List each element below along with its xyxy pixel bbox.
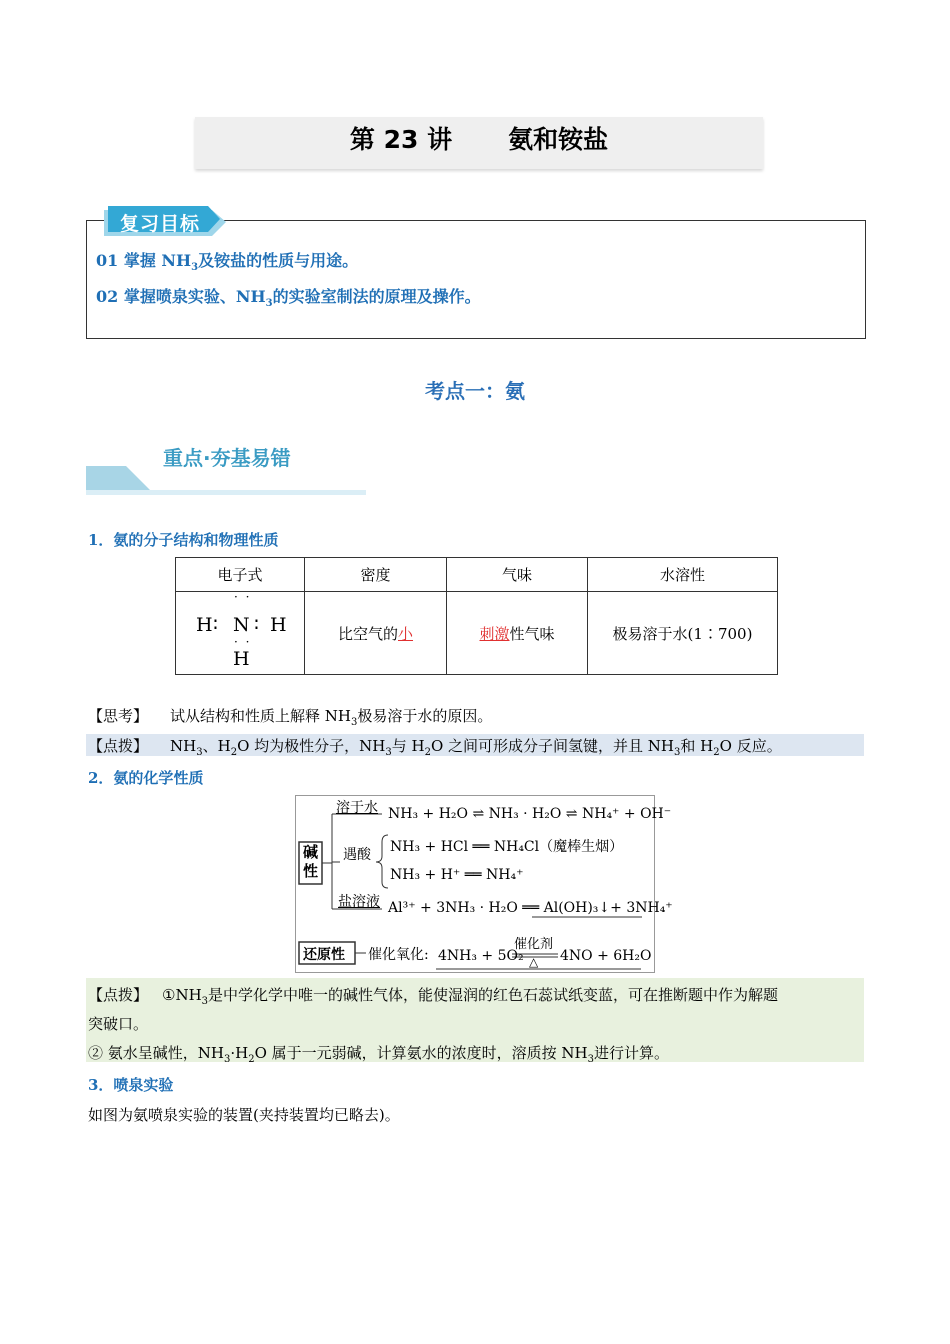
table-header: 气味 <box>447 558 588 592</box>
tip-2-line-3: ② 氨水呈碱性，$NH_3\cdot H_2O$ 属于一元弱碱，计算氨水的浓度时，溶质按 $NH_3$进行计算。 <box>88 1044 670 1065</box>
equation-aluminum: Al³⁺ + 3NH₃ · H₂O ══ Al(OH)₃↓+ 3NH₄⁺ <box>388 900 673 916</box>
solubility-cell: 极易溶于水(1∶700) <box>588 592 778 675</box>
table-header: 水溶性 <box>588 558 778 592</box>
equation-ammonia-acid: NH₃ + H⁺ ══ NH₄⁺ <box>390 867 524 883</box>
think-paragraph: 【思考】 试从结构和性质上解释 $NH_3$极易溶于水的原因。 <box>88 707 493 728</box>
goal-line-2: 02 掌握喷泉实验、$NH_3$的实验室制法的原理及操作。 <box>96 287 481 310</box>
section-1-title: 1．氨的分子结构和物理性质 <box>88 531 279 549</box>
table-header: 密度 <box>305 558 447 592</box>
electron-formula-cell: · · H ∶ N ∶ H · · H <box>176 592 305 675</box>
tip-2-line-1: 【点拨】 $①NH_3$是中学化学中唯一的碱性气体，能使湿润的红色石蕊试纸变蓝，可在推断题中作为解题 <box>88 986 779 1007</box>
chemical-properties-diagram <box>295 795 673 973</box>
tip-1-paragraph: 【点拨】 $NH_3$、$H_2O$ 均为极性分子，$NH_3$与 $H_2O$ 之间可形成分子间氢键，并且 $NH_3$和 $H_2O$ 反应。 <box>88 737 782 758</box>
catalyst-label: 催化剂 <box>514 937 554 952</box>
catalytic-oxidation-label: 催化氧化: <box>368 947 429 963</box>
equation-oxidation-left: 4NH₃ + 5O₂ <box>438 948 524 964</box>
branch-dissolve-label: 溶于水 <box>336 800 378 816</box>
branch-salt-label: 盐溶液 <box>338 894 380 910</box>
section-3-text: 如图为氨喷泉实验的装置(夹持装置均已略去)。 <box>88 1106 400 1124</box>
density-cell: 比空气的小 <box>305 592 447 675</box>
page-title <box>195 117 763 169</box>
equation-ammonia-hcl: NH₃ + HCl ══ NH₄Cl（魔棒生烟） <box>390 839 624 855</box>
section-3-title: 3．喷泉实验 <box>88 1076 174 1094</box>
table-header: 电子式 <box>176 558 305 592</box>
equation-oxidation-right: 4NO + 6H₂O <box>560 948 652 964</box>
title-lecture-number: 第 23 讲 <box>349 125 453 154</box>
branch-acid-label: 遇酸 <box>343 847 371 863</box>
review-goals-tag: 复习目标 <box>120 213 201 235</box>
smell-cell: 刺激性气味 <box>447 592 588 675</box>
goal-line-1: 01 掌握 $NH_3$及铵盐的性质与用途。 <box>96 251 359 274</box>
properties-table <box>175 557 778 675</box>
equation-ammonia-water: NH₃ + H₂O ⇌ NH₃ · H₂O ⇌ NH₄⁺ + OH⁻ <box>388 806 672 822</box>
diagram-lines <box>296 796 654 972</box>
section-2-title: 2．氨的化学性质 <box>88 769 204 787</box>
section-band-label: 重点·夯基易错 <box>163 446 291 470</box>
heat-symbol: △ <box>529 955 539 969</box>
reducing-label: 还原性 <box>303 947 345 963</box>
tip-2-line-2: 突破口。 <box>88 1015 149 1033</box>
title-topic: 氨和铵盐 <box>508 125 609 154</box>
kaodian-title: 考点一：氨 <box>425 379 525 403</box>
basic-label: 碱性 <box>302 843 318 880</box>
